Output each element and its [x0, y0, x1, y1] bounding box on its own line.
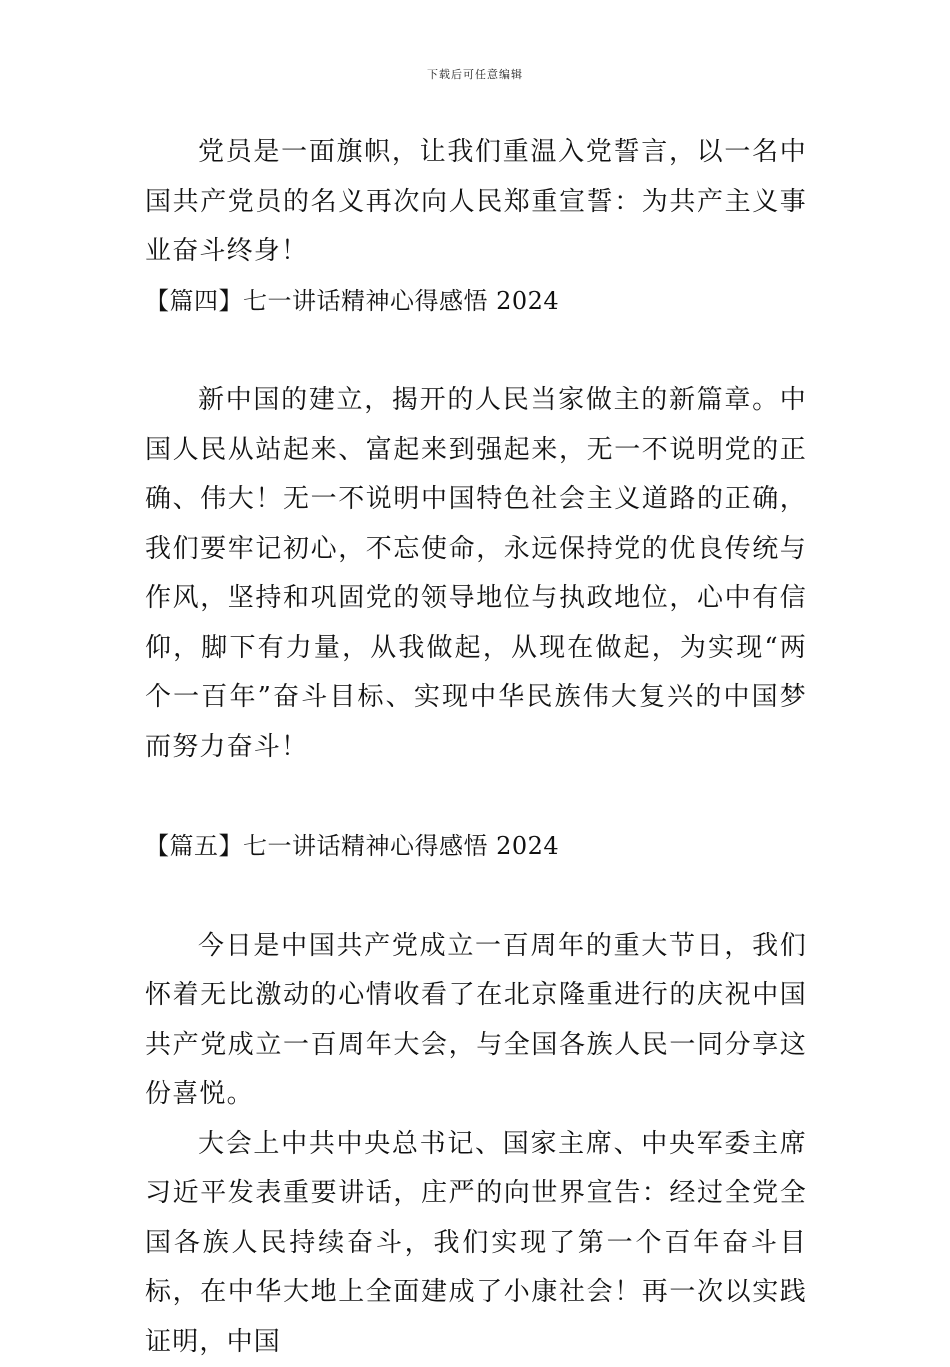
paragraph-section-4: 新中国的建立，揭开的人民当家做主的新篇章。中国人民从站起来、富起来到强起来，无一不说明党的正确、伟大！无一不说明中国特色社会主义道路的正确，我们要牢记初心，不忘使命，永远保持党的优良传统与作风，坚持和巩固党的领导地位与执政地位，心中有信仰，脚下有力量，从我做起，从现在做起，为实现“两个一百年”奋斗目标、实现中华民族伟大复兴的中国梦而努力奋斗！	[145, 376, 807, 772]
spacer	[145, 772, 807, 822]
paragraph-oath: 党员是一面旗帜，让我们重温入党誓言，以一名中国共产党员的名义再次向人民郑重宣誓：为共产主义事业奋斗终身！	[145, 128, 807, 277]
paragraph-section-5a: 今日是中国共产党成立一百周年的重大节日，我们怀着无比激动的心情收看了在北京隆重进行的庆祝中国共产党成立一百周年大会，与全国各族人民一同分享这份喜悦。	[145, 922, 807, 1120]
document-body	[145, 128, 807, 1367]
section-heading-5: 【篇五】七一讲话精神心得感悟 2024	[145, 822, 807, 872]
spacer	[145, 326, 807, 376]
section-heading-4: 【篇四】七一讲话精神心得感悟 2024	[145, 277, 807, 327]
paragraph-section-5b: 大会上中共中央总书记、国家主席、中央军委主席习近平发表重要讲话，庄严的向世界宣告：经过全党全国各族人民持续奋斗，我们实现了第一个百年奋斗目标，在中华大地上全面建成了小康社会！再一次以实践证明，中国	[145, 1120, 807, 1367]
spacer	[145, 872, 807, 922]
page-header-note: 下载后可任意编辑	[0, 66, 950, 82]
